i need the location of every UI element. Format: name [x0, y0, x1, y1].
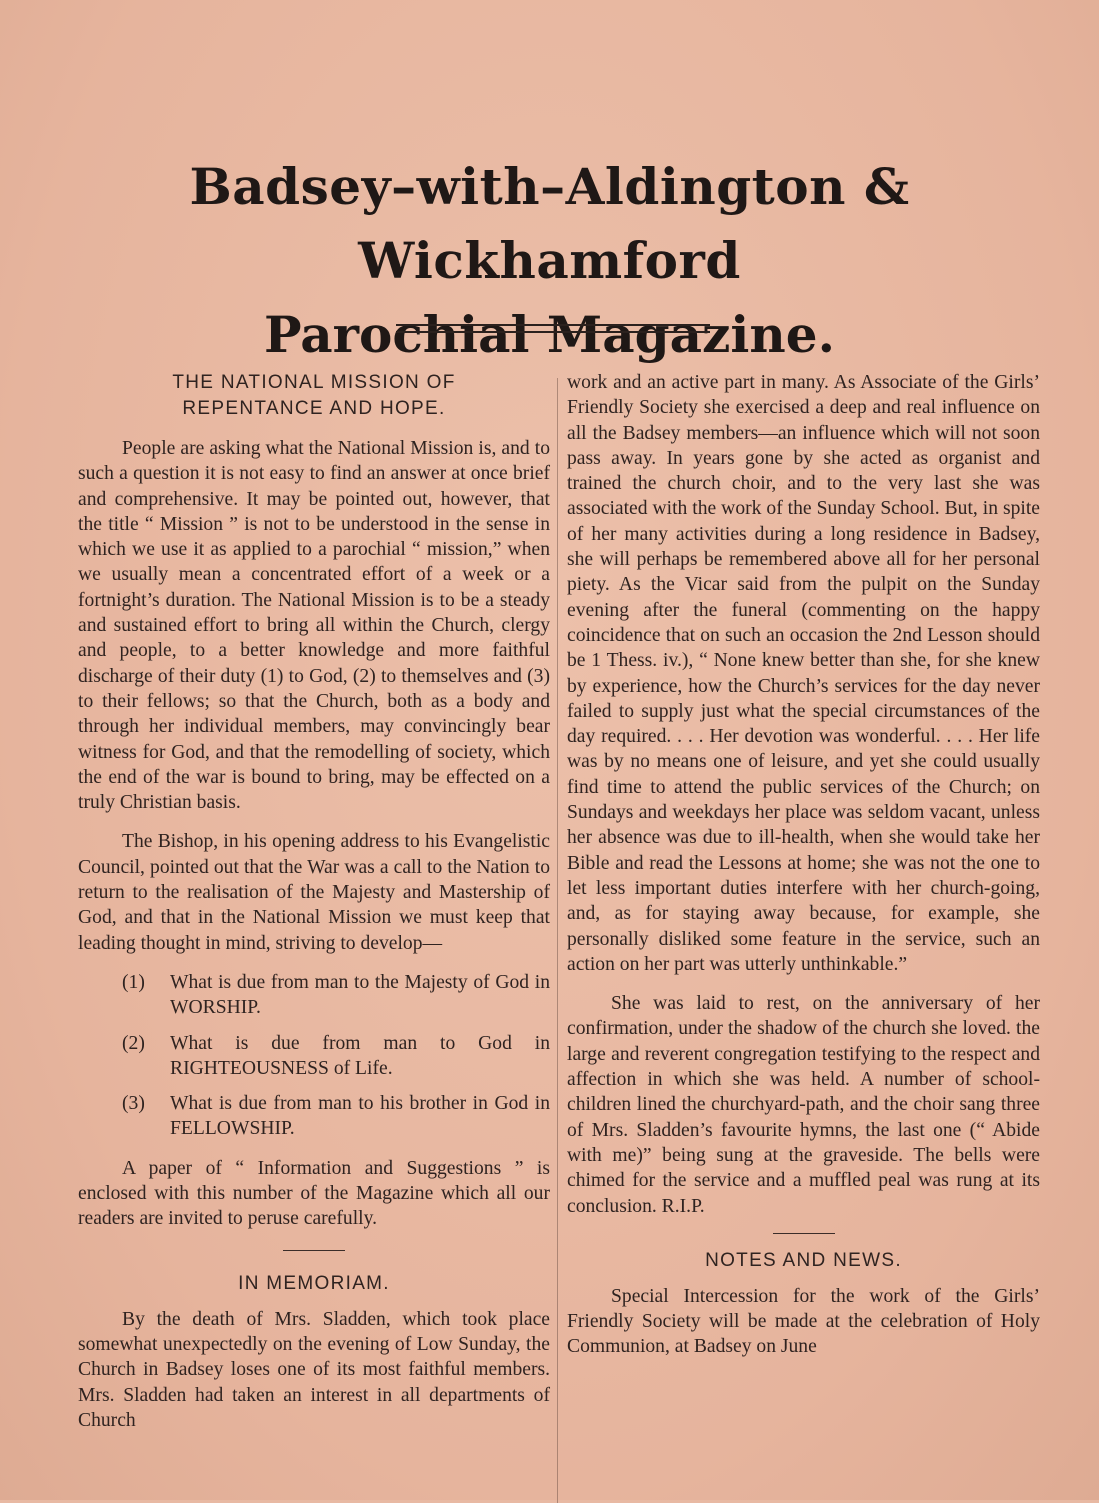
mission-paragraph-2: The Bishop, in his opening address to his Evangelistic Council, pointed out that the War was a call to the Nation to return to the realisation of the Majesty and Mastership of God, and that in the National Mission we must keep that leading thought in mind, striving to develop— — [78, 831, 550, 954]
column-divider — [557, 378, 558, 1503]
double-rule-divider — [396, 324, 710, 333]
mission-paragraph-1: People are asking what the National Mission is, and to such a question it is not easy to find an answer at once brief and comprehensive. It may be pointed out, however, that the title “ Mission ” is not to be understood in the sense in which we use it as applied to a parochial “ mission,” when we usually mean a concentrated effort of a week or a fortnight’s duration. The National Mission is to be a steady and sustained effort to bring all within the Church, clergy and people, to a better knowledge and more faithful discharge of their duty (1) to God, (2) to themselves and (3) to their fellows; so that the Church, both as a body and through her individual members, may convincingly bear witness for God, and that the remodelling of society, which the end of the war is bound to bring, may be effected on a truly Christian basis. — [78, 438, 550, 814]
masthead-title-line1: Badsey–with–Aldington & Wickhamford — [189, 157, 910, 290]
masthead — [0, 150, 1099, 372]
left-column — [78, 370, 550, 1447]
mission-list — [78, 970, 550, 1142]
notes-paragraph-1: Special Intercession for the work of the Girls’ Friendly Society will be made at the celebration of Holy Communion, at Badsey on June — [567, 1285, 1040, 1358]
list-item — [78, 1031, 550, 1082]
section-rule — [283, 1250, 345, 1251]
list-item-text: What is due from man to his brother in God in FELLOWSHIP. — [170, 1093, 550, 1140]
mission-heading-line2: REPENTANCE AND HOPE. — [182, 398, 446, 419]
list-item-text: What is due from man to God in RIGHTEOUSNESS of Life. — [170, 1032, 550, 1079]
list-item — [78, 970, 550, 1021]
memoriam-paragraph-1b: work and an active part in many. As Associate of the Girls’ Friendly Society she exercised a deep and real influence on all the Badsey members—an influence which will not soon pass away. In years gone by she acted as organist and trained the church choir, and to the very last she was associated with the work of the Sunday School. But, in spite of her many activities during a long residence in Badsey, she will perhaps be remembered above all for her personal piety. As the Vicar said from the pulpit on the Sunday evening after the funeral (commenting on the happy coincidence that on such an occasion the 2nd Lesson should be 1 Thess. iv.), “ None knew better than she, for she knew by experience, how the Church’s services for the day never failed to supply just what the special circumstances of the day required. . . . Her devotion was wonderful. . . . Her life was by no means one of leisure, and yet she could usually find time to attend the public services of the Church; on Sundays and weekdays her place was seldom vacant, unless her absence was due to ill-health, when she would take her Bible and read the Lessons at home; she was not the one to let less important duties interfere with her church-going, and, as for staying away because, for example, she personally disliked some feature in the service, such an action on her part was utterly unthinkable.” — [567, 372, 1040, 975]
memoriam-paragraph-2: She was laid to rest, on the anniversary of her confirmation, under the shadow of the church she loved. the large and reverent congregation testifying to the respect and affection in which she was held. A number of school-children lined the churchyard-path, and the choir sang three of Mrs. Sladden’s favourite hymns, the last one (“ Abide with me)” being sung at the graveside. The bells were chimed for the service and a muffled peal was rung at its conclusion. R.I.P. — [567, 993, 1040, 1217]
list-item-text: What is due from man to the Majesty of God in WORSHIP. — [170, 971, 550, 1019]
mission-paragraph-3: A paper of “ Information and Suggestions ” is enclosed with this number of the Magazine which all our readers are invited to peruse carefully. — [78, 1157, 550, 1230]
masthead-title-line2: Parochial Magazine. — [264, 305, 835, 364]
mission-heading-line1: THE NATIONAL MISSION OF — [172, 372, 456, 393]
memoriam-heading: IN MEMORIAM. — [238, 1272, 390, 1294]
notes-heading: NOTES AND NEWS. — [705, 1249, 902, 1271]
list-item-number: (1) — [122, 971, 145, 993]
list-item-number: (3) — [122, 1093, 145, 1115]
list-item-number: (2) — [122, 1032, 145, 1054]
list-item — [78, 1091, 550, 1142]
mission-heading — [78, 370, 550, 422]
section-rule — [773, 1233, 835, 1234]
memoriam-paragraph-1a: By the death of Mrs. Sladden, which took place somewhat unexpectedly on the evening of Low Sunday, the Church in Badsey loses one of its most faithful members. Mrs. Sladden had taken an interest in all departments of Church — [78, 1308, 550, 1431]
right-column — [567, 370, 1040, 1374]
